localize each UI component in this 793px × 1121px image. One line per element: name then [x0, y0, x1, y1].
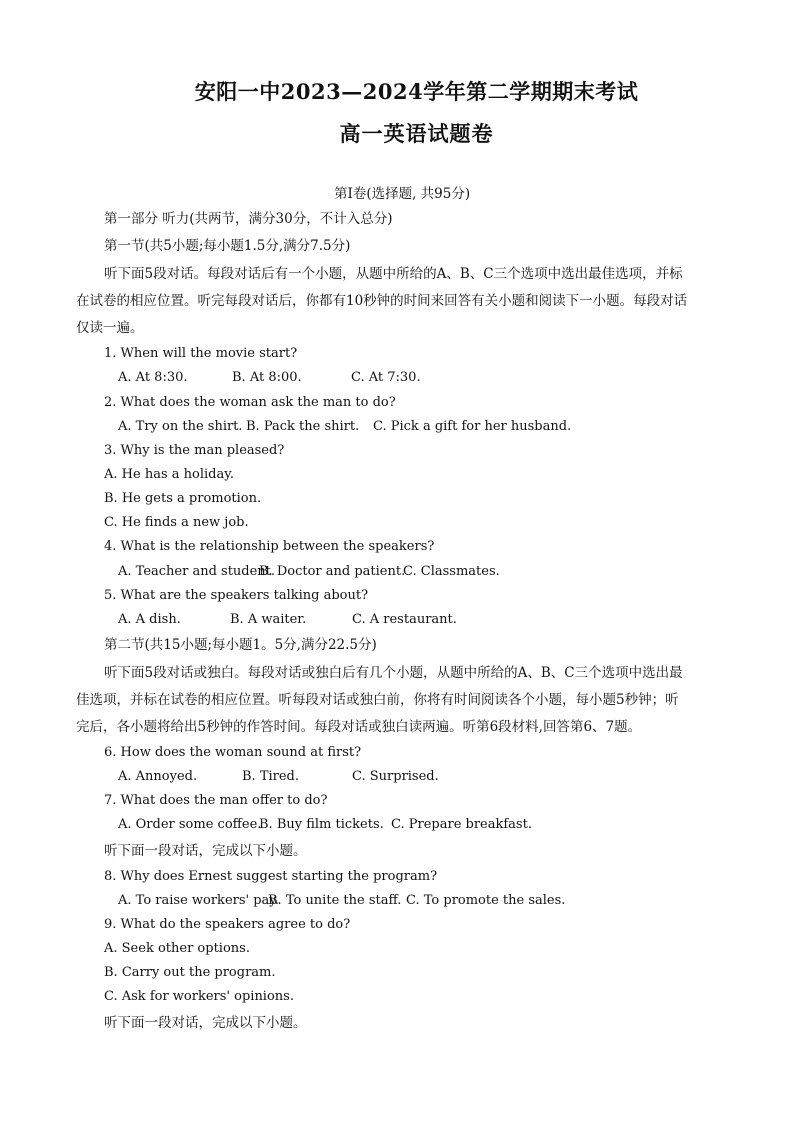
part1-heading: 第一部分 听力(共两节，满分30分，不计入总分): [104, 211, 393, 227]
section2-instruction-line: 佳选项，并标在试卷的相应位置。听每段对话或独白前，你将有时间阅读各个小题，每小题5秒钟；听: [76, 692, 679, 708]
option-b: B. To unite the staff.: [268, 893, 402, 908]
option-b: B. Doctor and patient.: [259, 564, 406, 579]
section2-instruction-line: 完后，各小题将给出5秒钟的作答时间。每段对话或独白读两遍。听第6段材料,回答第6、7题。: [76, 719, 642, 735]
question-stem: 9. What do the speakers agree to do?: [104, 917, 351, 932]
listen-instruction: 听下面一段对话，完成以下小题。: [104, 843, 307, 859]
option-c: C. Ask for workers' opinions.: [104, 989, 294, 1004]
question-stem: 4. What is the relationship between the speakers?: [104, 539, 435, 554]
section2-heading: 第二节(共15小题;每小题1。5分,满分22.5分): [104, 637, 377, 653]
option-a: A. A dish.: [118, 612, 181, 627]
option-a: A. To raise workers' pay.: [118, 893, 280, 908]
question-stem: 1. When will the movie start?: [104, 346, 298, 361]
option-c: C. Classmates.: [403, 564, 500, 579]
option-c: C. Prepare breakfast.: [391, 817, 532, 832]
option-a: A. Seek other options.: [104, 941, 250, 956]
option-c: C. At 7:30.: [351, 370, 421, 385]
option-c: C. Surprised.: [352, 769, 439, 784]
option-b: B. Pack the shirt.: [246, 419, 360, 434]
option-c: C. To promote the sales.: [406, 893, 566, 908]
listen-instruction: 听下面一段对话，完成以下小题。: [104, 1015, 307, 1031]
section1-instruction-line: 在试卷的相应位置。听完每段对话后，你都有10秒钟的时间来回答有关小题和阅读下一小题。每段对话: [76, 293, 688, 309]
section1-heading: 第一节(共5小题;每小题1.5分,满分7.5分): [104, 238, 351, 254]
section2-instruction-line: 听下面5段对话或独白。每段对话或独白后有几个小题，从题中所给的A、B、C三个选项中选出最: [104, 665, 683, 681]
option-c: C. A restaurant.: [352, 612, 457, 627]
question-stem: 8. Why does Ernest suggest starting the program?: [104, 869, 438, 884]
question-stem: 5. What are the speakers talking about?: [104, 588, 369, 603]
option-b: B. Carry out the program.: [104, 965, 276, 980]
section1-instruction-line: 听下面5段对话。每段对话后有一个小题，从题中所给的A、B、C三个选项中选出最佳选项，并标: [104, 266, 683, 282]
volume-heading: 第Ⅰ卷(选择题, 共95分): [334, 186, 471, 202]
option-a: A. Annoyed.: [118, 769, 198, 784]
exam-title: 安阳一中2023—2024学年第二学期期末考试: [194, 79, 639, 104]
option-b: B. He gets a promotion.: [104, 491, 262, 506]
option-a: A. Order some coffee.: [118, 817, 262, 832]
option-b: B. A waiter.: [230, 612, 307, 627]
question-stem: 6. How does the woman sound at first?: [104, 745, 362, 760]
option-a: A. Try on the shirt.: [118, 419, 243, 434]
option-a: A. Teacher and student.: [118, 564, 276, 579]
exam-subtitle: 高一英语试题卷: [339, 121, 494, 146]
section1-instruction-line: 仅读一遍。: [76, 320, 144, 336]
question-stem: 2. What does the woman ask the man to do?: [104, 395, 396, 410]
option-b: B. Tired.: [242, 769, 300, 784]
option-b: B. Buy film tickets.: [259, 817, 384, 832]
option-c: C. Pick a gift for her husband.: [373, 419, 572, 434]
option-a: A. At 8:30.: [118, 370, 188, 385]
question-stem: 3. Why is the man pleased?: [104, 443, 285, 458]
option-c: C. He finds a new job.: [104, 515, 249, 530]
question-stem: 7. What does the man offer to do?: [104, 793, 328, 808]
option-a: A. He has a holiday.: [104, 467, 234, 482]
option-b: B. At 8:00.: [232, 370, 302, 385]
